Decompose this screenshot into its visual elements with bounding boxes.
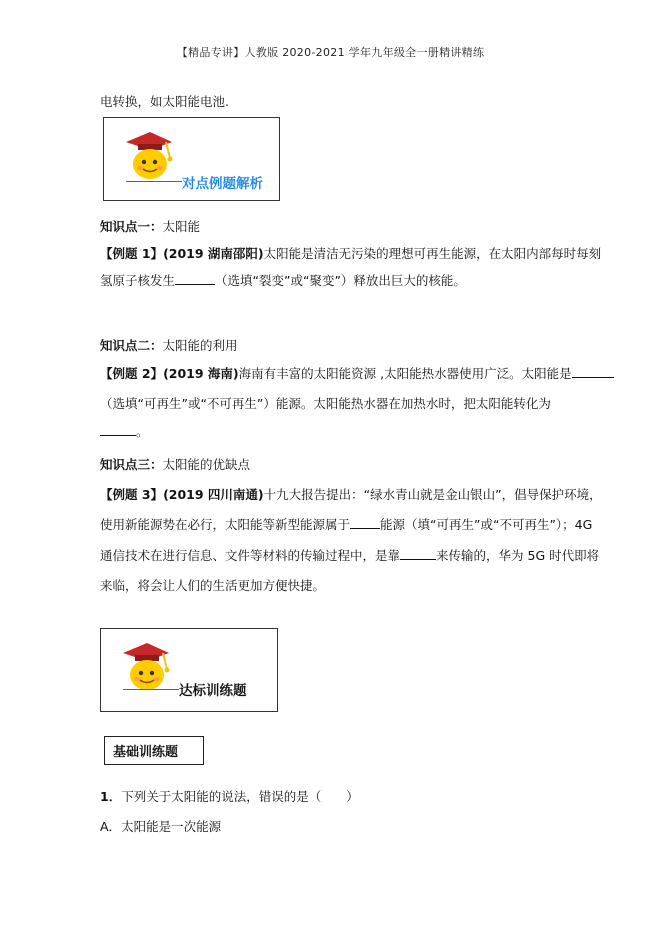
- knowledge-point-3: [100, 456, 250, 474]
- example-3-line-3: [100, 547, 599, 565]
- example-tag: 【例题 2】: [100, 366, 164, 381]
- question-1: [100, 788, 359, 806]
- kp-label: 知识点二：: [100, 338, 163, 353]
- example-tag: 【例题 1】: [100, 246, 164, 261]
- example-text: 使用新能源势在必行，太阳能等新型能源属于: [100, 517, 351, 532]
- answer-blank[interactable]: [400, 547, 436, 560]
- example-1-line-1: [100, 245, 601, 263]
- example-text: 来传输的，华为 5G 时代即将: [436, 548, 600, 563]
- example-text: 氢原子核发生: [100, 273, 176, 288]
- example-3-line-2: [100, 516, 592, 534]
- option-text: 太阳能是一次能源: [121, 819, 222, 834]
- option-letter: A．: [100, 819, 122, 834]
- scholar-mascot-icon: [120, 128, 176, 186]
- banner-title: 达标训练题: [179, 683, 247, 699]
- example-3-line-1: [100, 486, 602, 504]
- example-text: 。: [136, 424, 149, 439]
- intro-line: 电转换，如太阳能电池.: [100, 94, 229, 109]
- example-text: 通信技术在进行信息、文件等材料的传输过程中，是靠: [100, 548, 401, 563]
- section-title: 基础训练题: [104, 736, 204, 765]
- example-text: 海南有丰富的太阳能资源 ,太阳能热水器使用广泛。太阳能是: [238, 366, 572, 381]
- answer-blank[interactable]: [100, 423, 136, 436]
- kp-topic: 太阳能的利用: [162, 338, 238, 353]
- example-text: 能源（填“可再生”或“不可再生”）；4G: [380, 517, 593, 532]
- example-3-line-4: 来临，将会让人们的生活更加方便快捷。: [100, 578, 326, 593]
- banner-underline: [123, 689, 179, 690]
- example-source: (2019 湖南邵阳): [163, 246, 264, 261]
- example-text: （选填“裂变”或“聚变”）释放出巨大的核能。: [215, 273, 466, 288]
- example-source: (2019 四川南通): [163, 487, 264, 502]
- practice-banner: [100, 628, 278, 712]
- example-source: (2019 海南): [163, 366, 239, 381]
- answer-blank[interactable]: [175, 272, 215, 285]
- knowledge-point-2: [100, 337, 238, 355]
- kp-label: 知识点三：: [100, 457, 163, 472]
- example-2-line-2: （选填“可再生”或“不可再生”）能源。太阳能热水器在加热水时，把太阳能转化为: [100, 396, 551, 411]
- option-a[interactable]: [100, 818, 221, 836]
- kp-label: 知识点一：: [100, 219, 163, 234]
- kp-topic: 太阳能: [162, 219, 201, 234]
- banner-title: 对点例题解析: [182, 176, 263, 192]
- example-analysis-banner: [103, 117, 280, 201]
- example-2-line-1: [100, 365, 614, 383]
- kp-topic: 太阳能的优缺点: [162, 457, 251, 472]
- example-text: 太阳能是清洁无污染的理想可再生能源，在太阳内部每时每刻: [263, 246, 602, 261]
- example-text: 十九大报告提出：“绿水青山就是金山银山”，倡导保护环境，: [263, 487, 602, 502]
- banner-underline: [126, 181, 182, 182]
- example-2-line-3: [100, 423, 149, 441]
- knowledge-point-1: [100, 218, 200, 236]
- answer-blank[interactable]: [572, 365, 614, 378]
- example-tag: 【例题 3】: [100, 487, 164, 502]
- page-header: 【精品专讲】人教版 2020-2021 学年九年级全一册精讲精练: [176, 46, 485, 59]
- question-stem: 下列关于太阳能的说法，错误的是（ ）: [121, 789, 359, 804]
- example-1-line-2: [100, 272, 466, 290]
- answer-blank[interactable]: [350, 516, 380, 529]
- question-number: 1．: [100, 789, 122, 804]
